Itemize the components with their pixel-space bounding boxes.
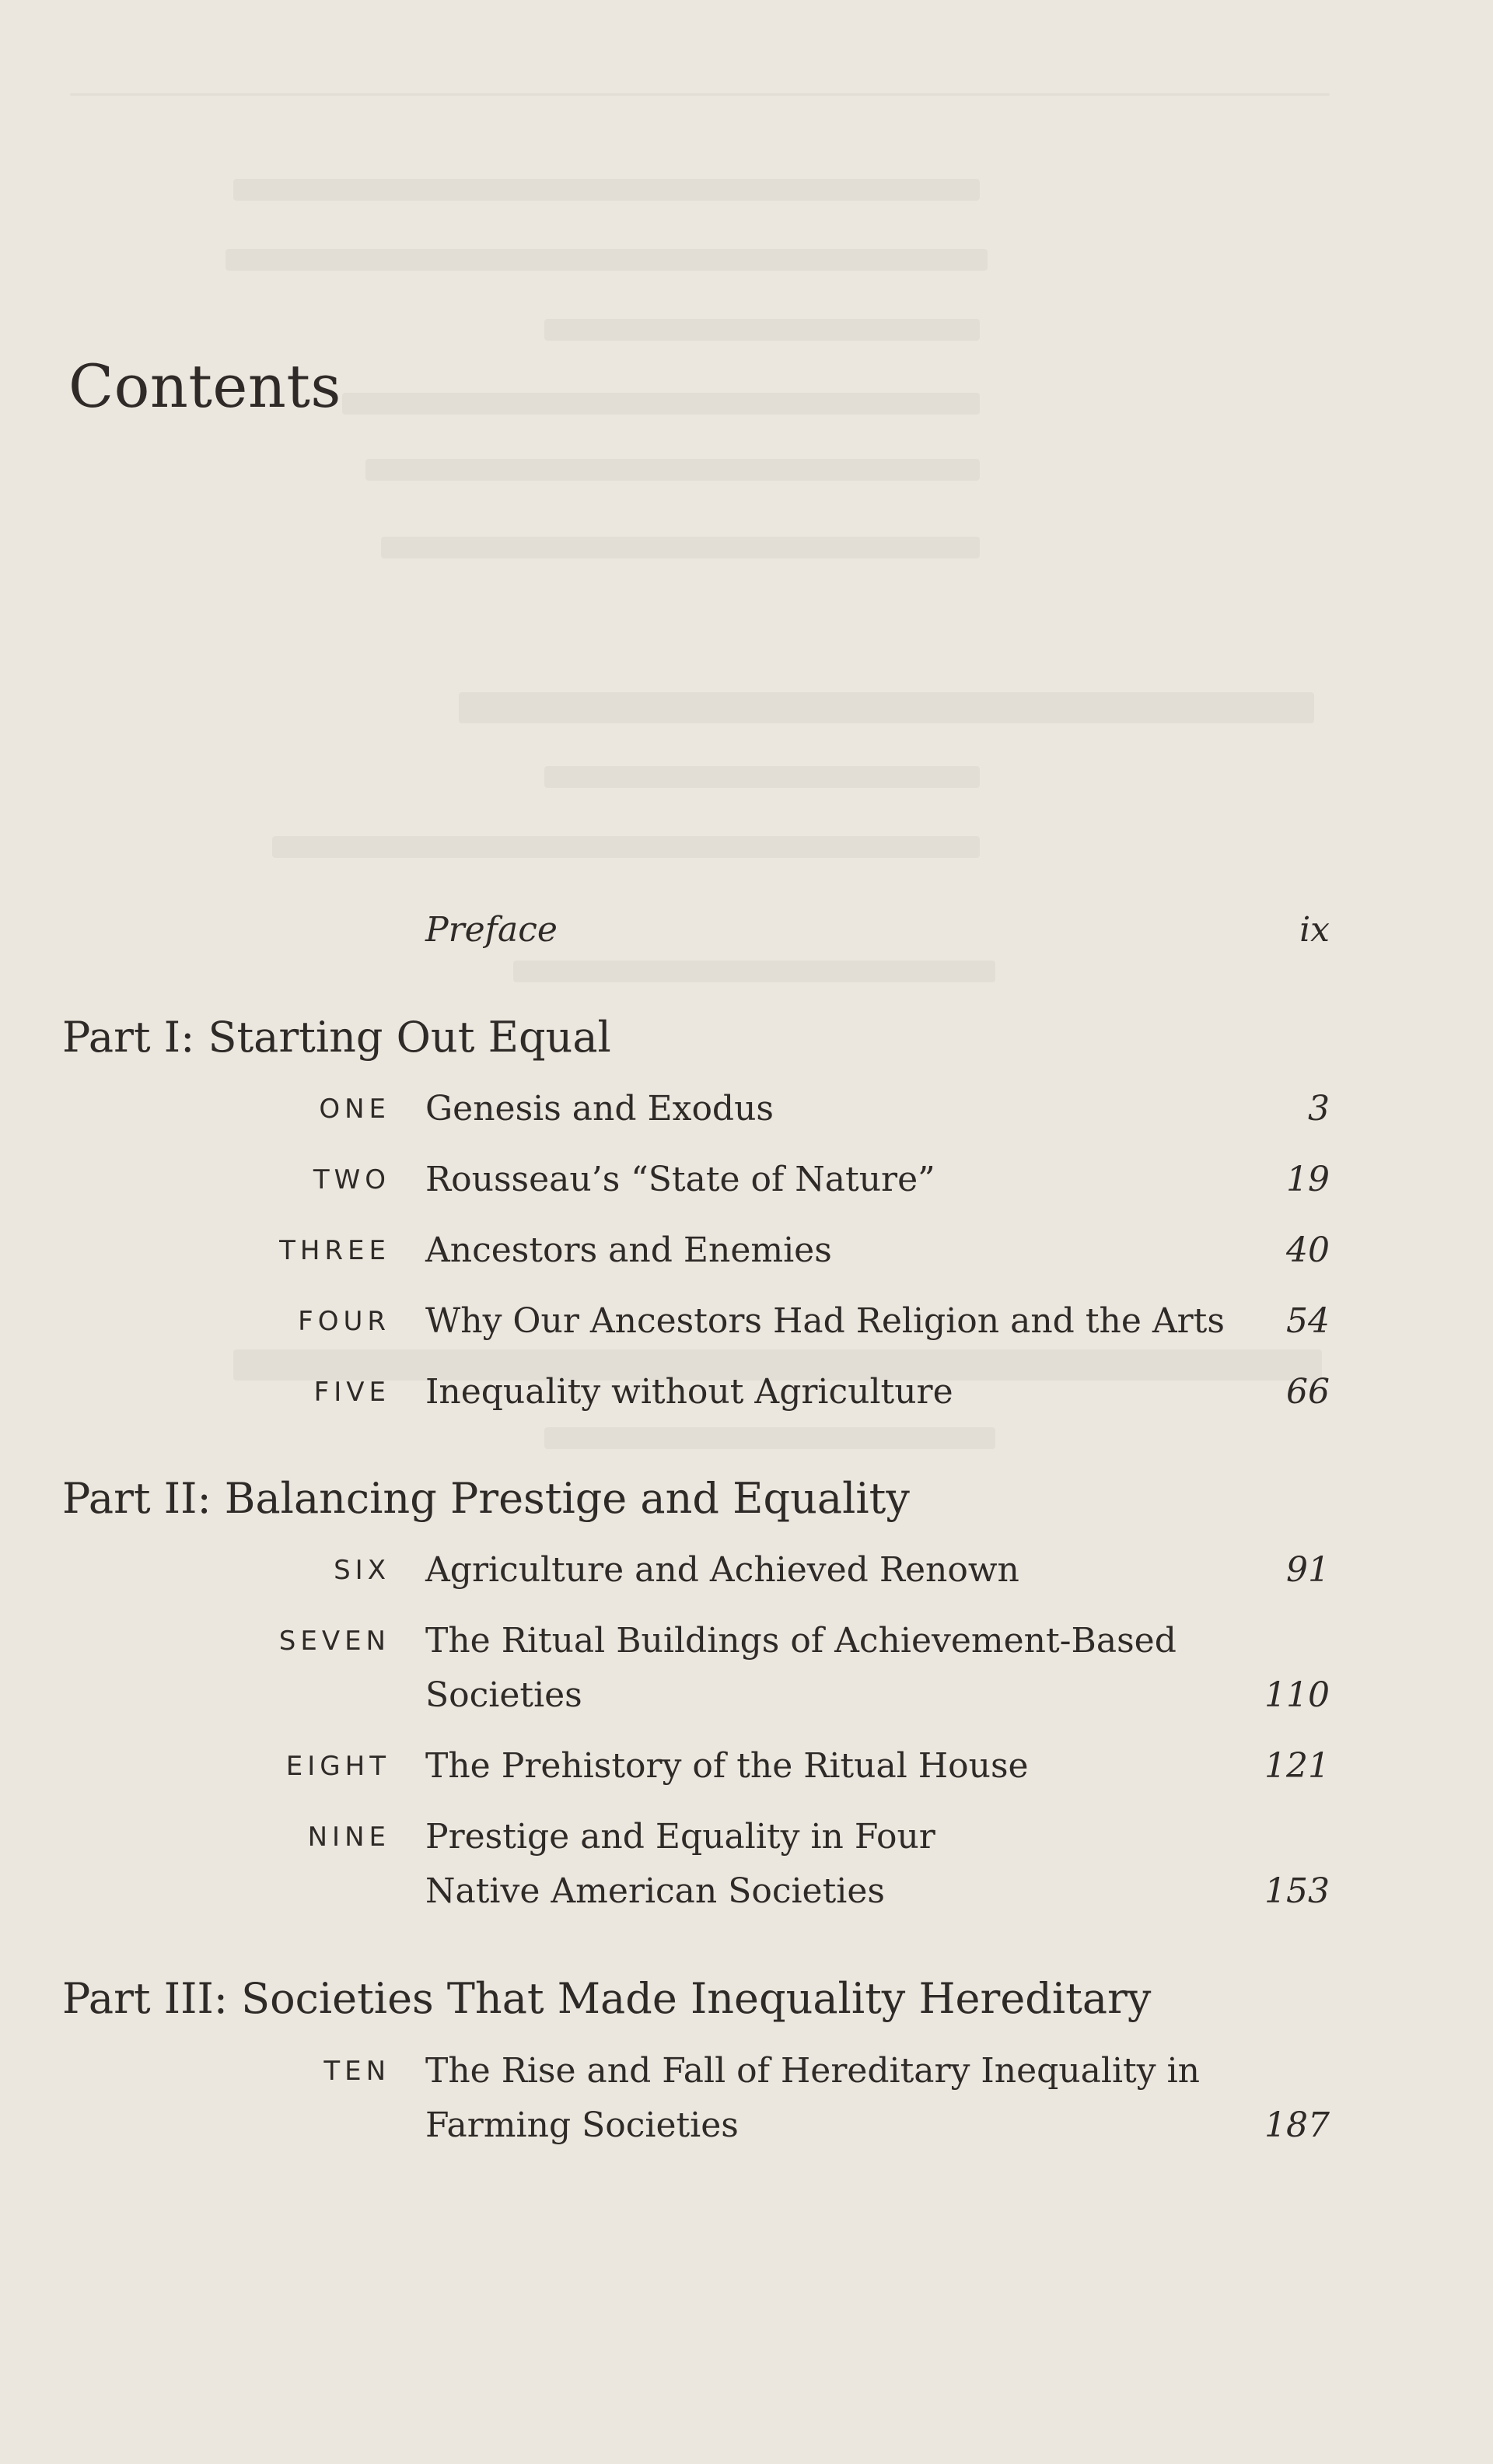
toc-entry-title: Agriculture and Achieved Renown: [425, 1550, 1019, 1590]
toc-entry-title: Why Our Ancestors Had Religion and the Arts: [425, 1301, 1225, 1341]
toc-entry-page: ix: [1299, 910, 1330, 950]
chapter-number: TWO: [313, 1164, 390, 1195]
toc-entry-page: 19: [1286, 1160, 1330, 1199]
toc-entry-page: 187: [1264, 2105, 1330, 2145]
part-heading-2: Part II: Balancing Prestige and Equality: [62, 1474, 910, 1523]
toc-entry-title-line-2: Farming Societies: [425, 2105, 739, 2145]
toc-entry-page: 153: [1264, 1871, 1330, 1911]
toc-entry-title: The Prehistory of the Ritual House: [425, 1746, 1029, 1786]
toc-entry-page: 66: [1286, 1372, 1330, 1412]
chapter-number: EIGHT: [285, 1751, 390, 1782]
toc-entry-page: 121: [1264, 1746, 1330, 1786]
toc-entry-title: Inequality without Agriculture: [425, 1372, 953, 1412]
toc-entry-title-line-1: The Rise and Fall of Hereditary Inequality in: [425, 2051, 1200, 2091]
chapter-number: TEN: [323, 2056, 390, 2087]
chapter-number: NINE: [307, 1822, 390, 1853]
part-heading-1: Part I: Starting Out Equal: [62, 1013, 611, 1062]
chapter-number: THREE: [279, 1235, 390, 1266]
toc-entry-title: Ancestors and Enemies: [425, 1230, 832, 1270]
chapter-number: SIX: [334, 1555, 390, 1586]
page-title: Contents: [68, 352, 341, 421]
chapter-number: FOUR: [298, 1306, 390, 1337]
toc-entry-title-line-2: Native American Societies: [425, 1871, 885, 1911]
chapter-number: SEVEN: [278, 1626, 390, 1657]
toc-entry-title-line-2: Societies: [425, 1675, 582, 1715]
chapter-number: ONE: [319, 1094, 390, 1125]
toc-entry-page: 54: [1286, 1301, 1330, 1341]
toc-entry-page: 91: [1286, 1550, 1330, 1590]
toc-entry-title-line-1: Prestige and Equality in Four: [425, 1817, 935, 1857]
toc-entry-title-line-1: The Ritual Buildings of Achievement-Based: [425, 1621, 1177, 1661]
toc-entry-title: Genesis and Exodus: [425, 1089, 774, 1129]
part-heading-3: Part III: Societies That Made Inequality Hereditary: [62, 1974, 1152, 2023]
toc-entry-page: 3: [1308, 1089, 1330, 1129]
chapter-number: FIVE: [313, 1377, 390, 1408]
toc-entry-title: Rousseau’s “State of Nature”: [425, 1160, 935, 1199]
toc-entry-page: 110: [1264, 1675, 1330, 1715]
toc-entry-title: Preface: [425, 910, 558, 950]
toc-entry-page: 40: [1286, 1230, 1330, 1270]
